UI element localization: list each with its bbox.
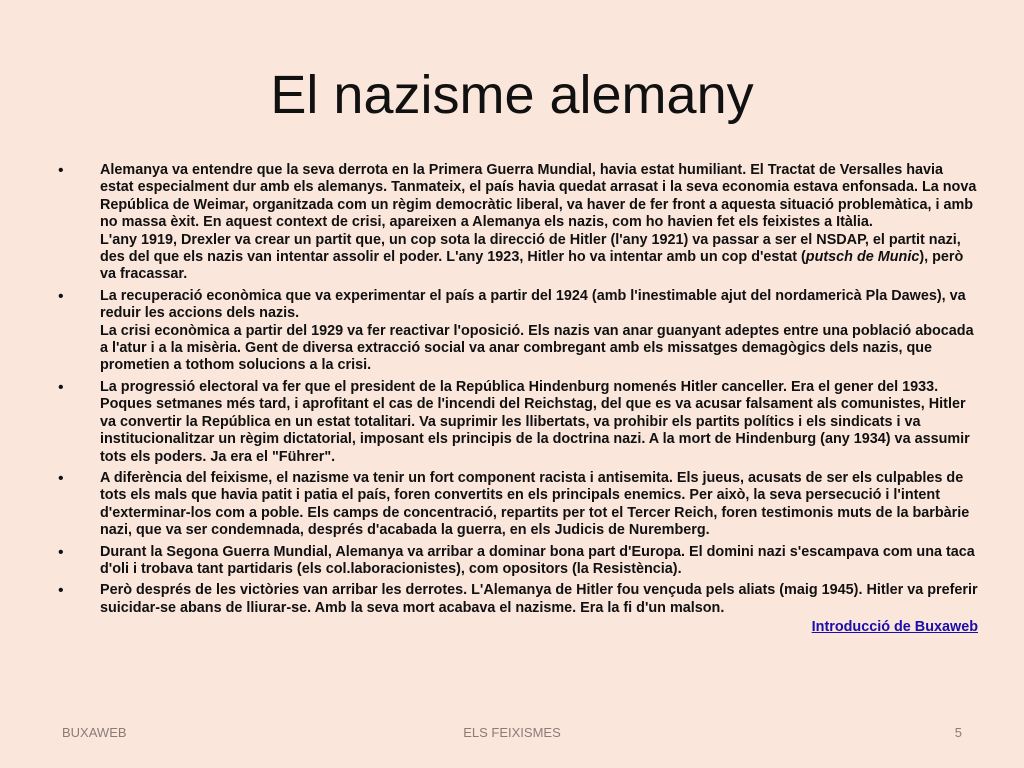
paragraph: Durant la Segona Guerra Mundial, Alemanya va arribar a dominar bona part d'Europa. El domini nazi s'escampava com una taca d'oli i trobava tant partidaris (els col.laboracionistes), com opositors (la Resistència). <box>100 543 975 577</box>
footer-center: ELS FEIXISMES <box>463 725 561 740</box>
bullet-dot: • <box>58 469 64 487</box>
buxaweb-intro-link[interactable]: Introducció de Buxaweb <box>811 619 978 636</box>
bullet-dot: • <box>58 287 64 305</box>
paragraph: Poques setmanes més tard, i aprofitant el cas de l'incendi del Reichstag, del que es va acusar falsament als comunistes, Hitler va convertir la República en un estat totalitari. Va suprimir les llibertats, va prohibir els partits polítics i els sindicats i va institucionalitzar un règim dictatorial, imposant els principis de la doctrina nazi. A la mort de Hindenburg (any 1934) va assumir tots els poders. Ja era el "Führer". <box>100 396 970 465</box>
bullet-dot: • <box>58 582 64 600</box>
paragraph: La crisi econòmica a partir del 1929 va fer reactivar l'oposició. Els nazis van anar guanyant adeptes entre una població abocada a l'atur i a la misèria. Gent de diversa extracció social va anar combregant amb els missatges demagògics dels nazis, que prometien a tothom solucions a la crisi. <box>100 322 974 374</box>
bullet-dot: • <box>58 162 64 179</box>
paragraph: La recuperació econòmica que va experimentar el país a partir del 1924 (amb l'inestimable ajut del nordamericà Pla Dawes), va reduir les accions dels nazis. <box>100 287 966 322</box>
bullet-dot: • <box>58 543 64 561</box>
paragraph: L'any 1919, Drexler va crear un partit que, un cop sota la direcció de Hitler (l'any 1921) va passar a ser el NSDAP, el partit nazi, des del que els nazis van intentar assolir el poder. L'any 1923, Hitler ho va intentar amb un cop d'estat (putsch de Munic), però va fracassar. <box>100 231 964 283</box>
bullet-dot: • <box>58 378 64 396</box>
bullet-item <box>58 470 978 540</box>
bullet-item <box>58 379 978 466</box>
bullet-item <box>58 288 978 375</box>
footer-left: BUXAWEB <box>62 725 127 740</box>
bullet-item <box>58 544 978 579</box>
paragraph: La progressió electoral va fer que el president de la República Hindenburg nomenés Hitler canceller. Era el gener del 1933. <box>100 378 939 395</box>
link-row <box>100 619 978 636</box>
paragraph: Alemanya va entendre que la seva derrota en la Primera Guerra Mundial, havia estat humiliant. El Tractat de Versalles havia estat especialment dur amb els alemanys. Tanmateix, el país havia quedat arrasat i la seva economia estava enfonsada. La nova República de Weimar, organitzada com un règim democràtic liberal, va haver de fer front a aquesta situació problemàtica, i amb no massa èxit. En aquest context de crisi, apareixen a Alemanya els nazis, com ho havien fet els feixistes a Itàlia. <box>100 162 977 231</box>
italic-term: putsch de Munic <box>805 249 920 266</box>
bullet-list <box>58 162 978 641</box>
slide-title: El nazisme alemany <box>270 65 754 125</box>
slide-number: 5 <box>954 725 962 740</box>
bullet-item <box>58 162 978 284</box>
paragraph: A diferència del feixisme, el nazisme va tenir un fort component racista i antisemita. Els jueus, acusats de ser els culpables de tots els mals que havia patit i patia el país, foren convertits en els principals enemics. Per això, la seva persecució i l'intent d'exterminar-los com a poble. Els camps de concentració, repartits per tot el Tercer Reich, foren testimonis muts de la barbàrie nazi, que va ser condemnada, després d'acabada la guerra, en els Judicis de Nuremberg. <box>100 469 970 539</box>
paragraph: Però després de les victòries van arribar les derrotes. L'Alemanya de Hitler fou vençuda pels aliats (maig 1945). Hitler va preferir suicidar-se abans de lliurar-se. Amb la seva mort acabava el nazisme. Era la fi d'un malson. <box>100 582 978 616</box>
bullet-item <box>58 582 978 636</box>
